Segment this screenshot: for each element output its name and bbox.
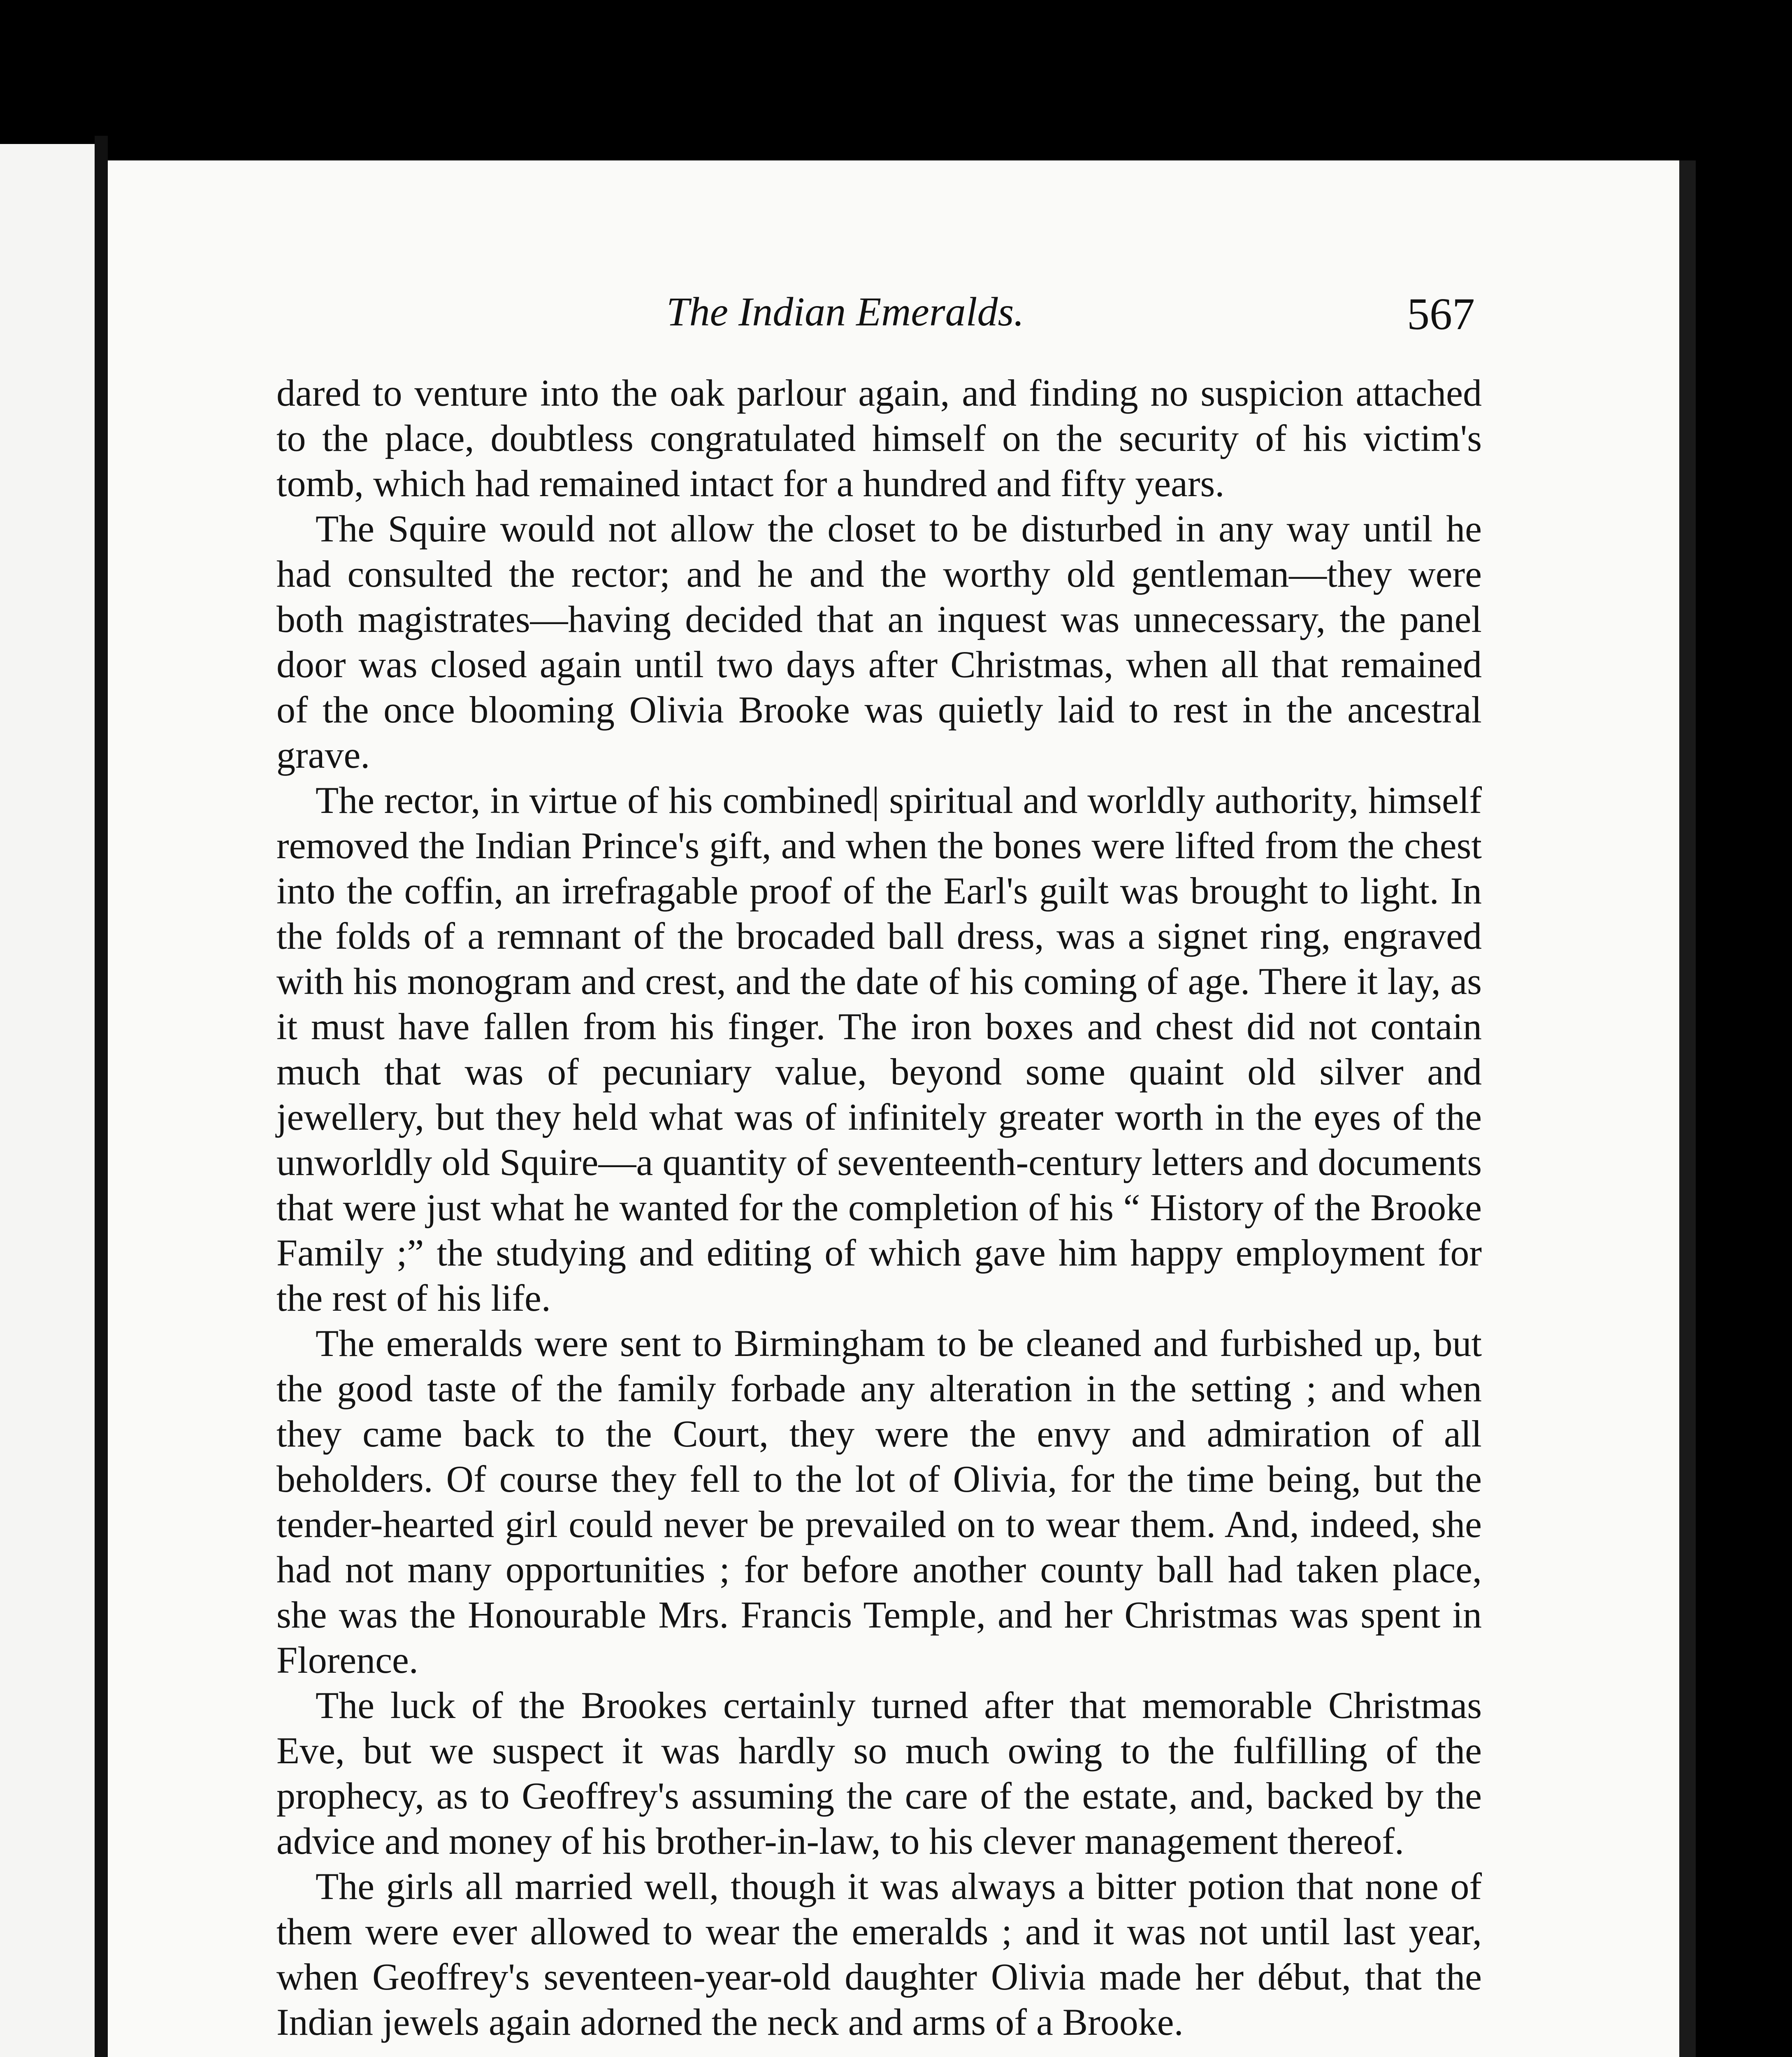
paragraph: dared to venture into the oak parlour again, and finding no suspicion attached to the place, doubtless congratulated himself on the security of his victim's tomb, which had remained intact for a hundred and fifty years.: [276, 372, 1482, 504]
paragraph: The Squire would not allow the closet to be disturbed in any way until he had consulted the rector; and he and the worthy old gentleman—they were both magistrates—having decided that an inquest was unnecessary, the panel door was closed again until two days after Christmas, when all that remained of the once blooming Olivia Brooke was quietly laid to rest in the ancestral grave.: [276, 508, 1482, 776]
left-page-edge: [0, 144, 95, 2057]
paragraph: The luck of the Brookes certainly turned after that memorable Christmas Eve, but we suspect it was hardly so much owing to the fulfilling of the prophecy, as to Geoffrey's assuming the care of the estate, and, backed by the advice and money of his brother-in-law, to his clever management thereof.: [276, 1684, 1482, 1862]
body-text: [276, 370, 1482, 2045]
paragraph: The girls all married well, though it was always a bitter potion that none of them were ever allowed to wear the emeralds ; and it was not until last year, when Geoffrey's seventeen-year-old daughter Olivia made her début, that the Indian jewels again adorned the neck and arms of a Brooke.: [276, 1865, 1482, 2043]
running-title: The Indian Emeralds.: [666, 289, 1024, 334]
paragraph: The emeralds were sent to Birmingham to be cleaned and furbished up, but the good taste of the family forbade any alteration in the setting ; and when they came back to the Court, they were the envy and admiration of all beholders. Of course they fell to the lot of Olivia, for the time being, but the tender-hearted girl could never be prevailed on to wear them. And, indeed, she had not many opportunities ; for before another county ball had taken place, she was the Honourable Mrs. Francis Temple, and her Christmas was spent in Florence.: [276, 1322, 1482, 1681]
page-right-edge: [1679, 160, 1696, 2057]
paragraph: The rector, in virtue of his combined| spiritual and worldly authority, himself removed the Indian Prince's gift, and when the bones were lifted from the chest into the coffin, an irrefragable proof of the Earl's guilt was brought to light. In the folds of a remnant of the brocaded ball dress, was a signet ring, engraved with his monogram and crest, and the date of his coming of age. There it lay, as it must have fallen from his finger. The iron boxes and chest did not contain much that was of pecuniary value, beyond some quaint old silver and jewellery, but they held what was of infinitely greater worth in the eyes of the unworldly old Squire—a quantity of seventeenth-century letters and documents that were just what he wanted for the completion of his “ History of the Brooke Family ;” the studying and editing of which gave him happy employment for the rest of his life.: [276, 779, 1482, 1319]
page-number: 567: [1407, 289, 1475, 339]
book-gutter: [95, 136, 108, 2057]
